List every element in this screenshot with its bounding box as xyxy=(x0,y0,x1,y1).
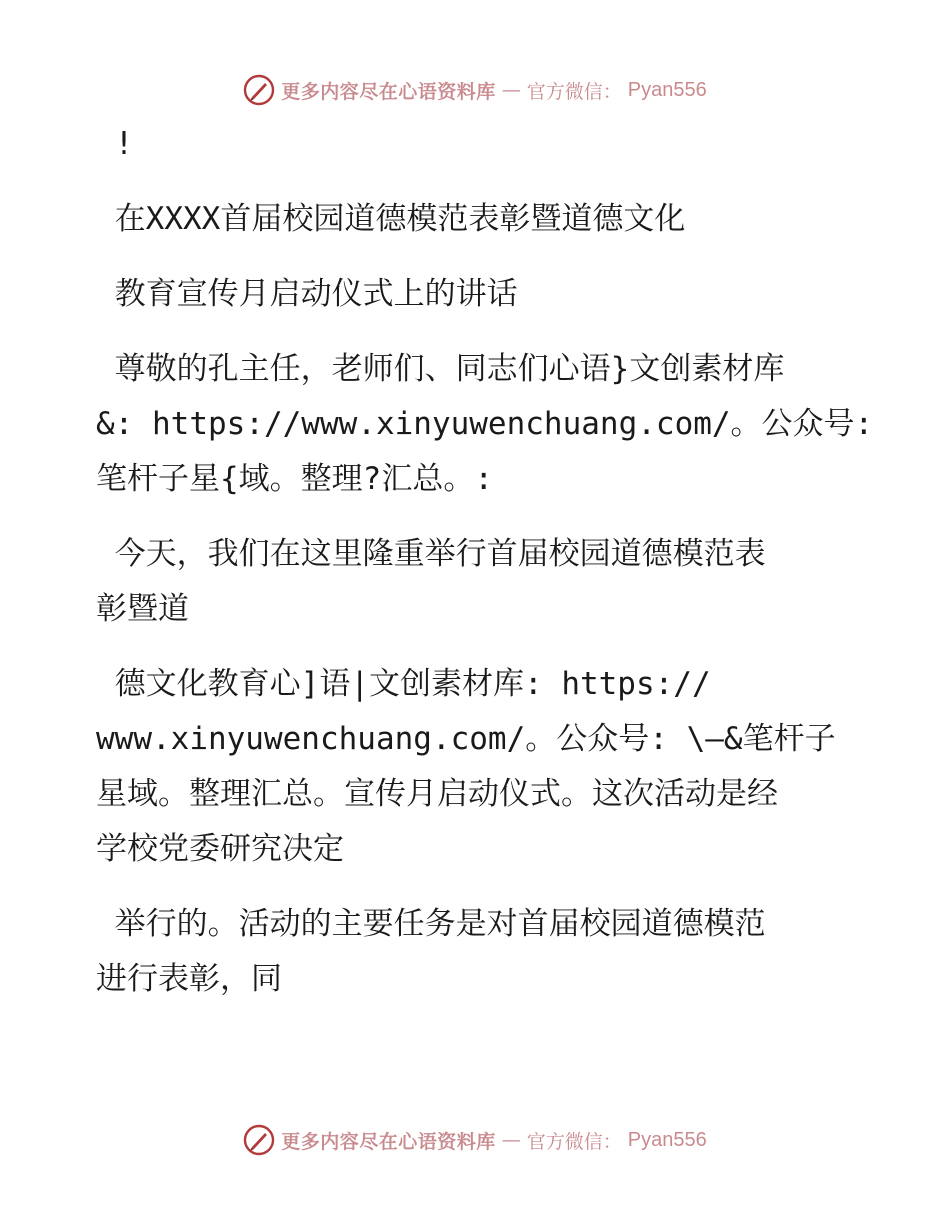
watermark-separator: — xyxy=(501,1129,521,1151)
quill-logo-icon xyxy=(243,1124,275,1156)
watermark-official-label: 官方微信： xyxy=(526,1130,622,1153)
text-line: ! xyxy=(96,126,134,162)
text-line: 尊敬的孔主任，老师们、同志们心语}文创素材库 xyxy=(96,351,785,387)
title-line-2: 教育宣传月启动仪式上的讲话 xyxy=(96,276,518,312)
watermark-separator: — xyxy=(501,79,521,101)
title-line-1: 在XXXX首届校园道德模范表彰暨道德文化 xyxy=(96,201,686,237)
text-line: www.xinyuwenchuang.com/。公众号: \—&笔杆子 xyxy=(96,721,836,757)
text-line: 德文化教育心]语|文创素材库: https:// xyxy=(96,666,711,702)
text-line: 举行的。活动的主要任务是对首届校园道德模范 xyxy=(96,906,766,942)
watermark-text: 更多内容尽在心语资料库 xyxy=(281,80,496,103)
header-watermark xyxy=(0,70,950,110)
watermark-wechat-id: Pyan556 xyxy=(627,78,707,101)
watermark-official-label: 官方微信： xyxy=(526,80,622,103)
text-line: 笔杆子星{域。整理?汇总。: xyxy=(96,461,493,497)
text-line: &: https://www.xinyuwenchuang.com/。公众号: xyxy=(96,406,874,442)
text-line: 学校党委研究决定 xyxy=(96,831,344,867)
watermark-text: 更多内容尽在心语资料库 xyxy=(281,1130,496,1153)
document-body xyxy=(96,122,874,1002)
text-line: 彰暨道 xyxy=(96,591,189,627)
text-line: 星域。整理汇总。宣传月启动仪式。这次活动是经 xyxy=(96,776,778,812)
quill-logo-icon xyxy=(243,74,275,106)
footer-watermark xyxy=(0,1120,950,1160)
text-line: 进行表彰，同 xyxy=(96,961,282,997)
text-line: 今天，我们在这里隆重举行首届校园道德模范表 xyxy=(96,536,766,572)
watermark-wechat-id: Pyan556 xyxy=(627,1128,707,1151)
